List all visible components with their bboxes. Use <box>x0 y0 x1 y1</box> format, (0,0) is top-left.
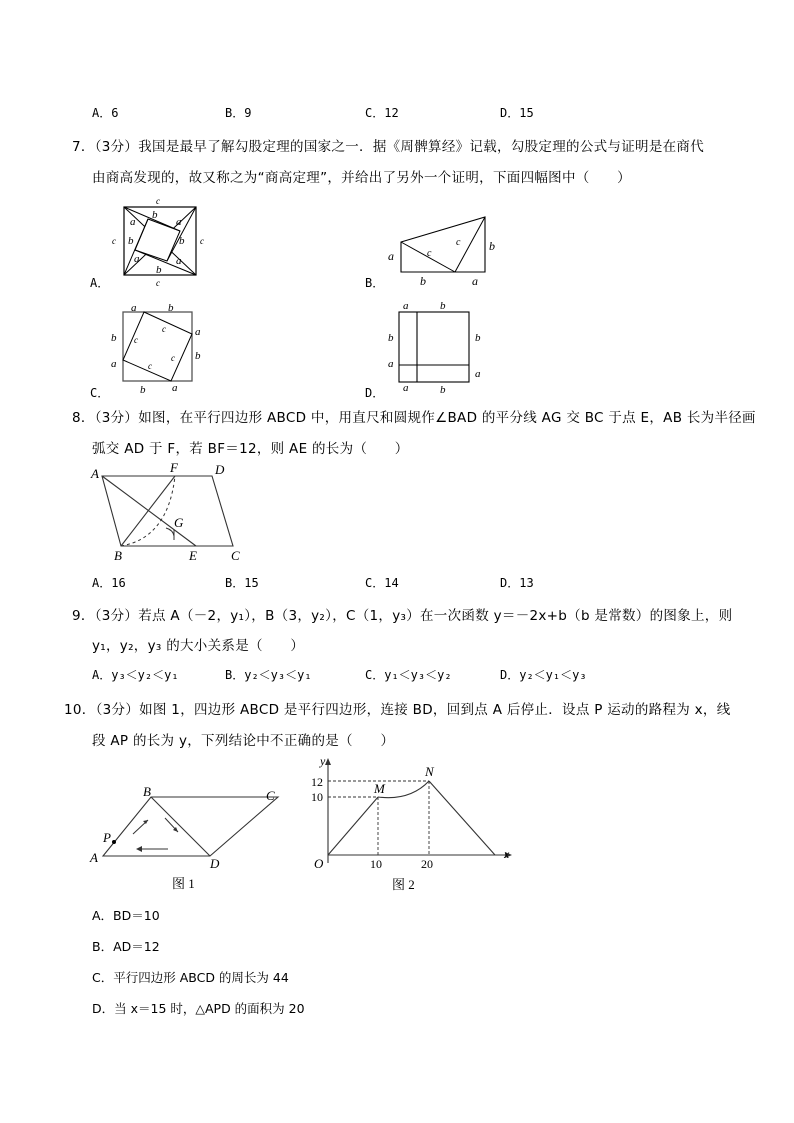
svg-text:G: G <box>174 515 184 530</box>
q9-stem-line2: y₁，y₂，y₃ 的大小关系是（ ） <box>92 638 305 654</box>
svg-text:c: c <box>156 278 160 288</box>
q7-figure-label-b: B． <box>365 276 385 290</box>
svg-text:10: 10 <box>370 857 382 871</box>
svg-text:a: a <box>195 326 201 338</box>
svg-text:c: c <box>171 353 175 363</box>
svg-text:c: c <box>112 236 116 246</box>
q6-option-b: B．9 <box>225 106 252 120</box>
svg-text:D: D <box>215 462 225 477</box>
q6-option-c: C．12 <box>365 106 399 120</box>
svg-text:图 1: 图 1 <box>172 876 195 891</box>
q8-option-d: D．13 <box>500 576 534 590</box>
svg-text:c: c <box>427 248 432 259</box>
q7-stem-line1: 7．（3分）我国是最早了解勾股定理的国家之一．据《周髀算经》记载，勾股定理的公式与证明是在商代 <box>72 139 705 155</box>
svg-text:b: b <box>475 332 481 344</box>
svg-text:c: c <box>148 361 152 371</box>
svg-text:a: a <box>176 216 182 228</box>
q10-figure-1 <box>88 782 298 892</box>
q9-option-c: C．y₁＜y₃＜y₂ <box>365 668 452 682</box>
svg-text:B: B <box>114 548 122 563</box>
svg-text:c: c <box>456 237 461 248</box>
svg-text:b: b <box>156 264 162 276</box>
q10-option-c: C．平行四边形 ABCD 的周长为 44 <box>92 970 289 985</box>
q10-option-b: B．AD＝12 <box>92 939 160 954</box>
q10-option-a: A．BD＝10 <box>92 908 160 923</box>
q6-option-a: A．6 <box>92 106 119 120</box>
svg-text:b: b <box>388 332 394 344</box>
svg-text:a: a <box>172 382 178 394</box>
q7-figure-label-d: D． <box>365 386 385 400</box>
q8-option-a: A．16 <box>92 576 126 590</box>
svg-text:a: a <box>176 255 182 267</box>
svg-text:c: c <box>200 236 204 246</box>
svg-text:b: b <box>440 300 446 312</box>
svg-text:C: C <box>266 788 275 803</box>
svg-text:b: b <box>168 302 174 314</box>
svg-text:A: A <box>91 466 99 481</box>
q7-figure-a <box>108 192 218 288</box>
q10-stem-line1: 10．（3分）如图 1，四边形 ABCD 是平行四边形，连接 BD，回到点 A 后停止．设点 P 运动的路程为 x，线 <box>64 702 731 718</box>
svg-text:x: x <box>504 847 510 861</box>
svg-text:a: a <box>130 216 136 228</box>
svg-text:b: b <box>195 350 201 362</box>
q8-stem-line1: 8．（3分）如图，在平行四边形 ABCD 中，用直尺和圆规作∠BAD 的平分线 AG 交 BC 于点 E，AB 长为半径画 <box>72 410 756 426</box>
svg-text:a: a <box>131 302 137 314</box>
svg-text:b: b <box>440 384 446 396</box>
q10-option-d: D．当 x＝15 时，△APD 的面积为 20 <box>92 1001 305 1016</box>
svg-text:a: a <box>475 368 481 380</box>
svg-text:a: a <box>111 358 117 370</box>
svg-text:10: 10 <box>311 790 323 804</box>
svg-text:N: N <box>425 764 434 779</box>
q9-option-d: D．y₂＜y₁＜y₃ <box>500 668 587 682</box>
q8-stem-line2: 弧交 AD 于 F，若 BF＝12，则 AE 的长为（ ） <box>92 441 409 457</box>
svg-text:a: a <box>403 382 409 394</box>
q7-figure-label-c: C． <box>90 386 110 400</box>
svg-text:a: a <box>388 358 394 370</box>
svg-text:c: c <box>156 196 160 206</box>
q7-figure-c <box>108 297 218 397</box>
svg-text:12: 12 <box>311 775 323 789</box>
svg-text:F: F <box>170 460 178 475</box>
q8-parallelogram-figure <box>88 458 258 566</box>
svg-text:图 2: 图 2 <box>392 877 415 892</box>
svg-text:c: c <box>162 324 166 334</box>
q7-figure-b <box>380 208 510 292</box>
q8-option-b: B．15 <box>225 576 259 590</box>
q7-stem-line2: 由商高发现的，故又称之为“商高定理”，并给出了另外一个证明，下面四幅图中（ ） <box>92 170 631 186</box>
svg-text:c: c <box>134 335 138 345</box>
svg-text:E: E <box>189 548 197 563</box>
svg-text:b: b <box>489 239 495 253</box>
q8-option-c: C．14 <box>365 576 399 590</box>
svg-text:D: D <box>210 856 220 871</box>
svg-text:O: O <box>314 856 324 871</box>
svg-text:y: y <box>320 755 326 768</box>
svg-text:20: 20 <box>421 857 433 871</box>
svg-text:M: M <box>374 781 385 796</box>
q9-option-a: A．y₃＜y₂＜y₁ <box>92 668 179 682</box>
svg-text:b: b <box>111 332 117 344</box>
q6-option-d: D．15 <box>500 106 534 120</box>
svg-text:a: a <box>472 274 478 288</box>
svg-text:a: a <box>388 249 394 263</box>
svg-text:a: a <box>403 300 409 312</box>
q10-figure-2-graph <box>300 755 520 895</box>
svg-text:B: B <box>143 784 151 799</box>
svg-text:b: b <box>420 274 426 288</box>
q7-figure-d <box>380 297 490 397</box>
q10-stem-line2: 段 AP 的长为 y，下列结论中不正确的是（ ） <box>92 733 395 749</box>
q9-stem-line1: 9．（3分）若点 A（－2，y₁），B（3，y₂），C（1，y₃）在一次函数 y＝－2x+b（b 是常数）的图象上，则 <box>72 608 733 624</box>
svg-text:P: P <box>103 830 111 845</box>
svg-text:b: b <box>140 384 146 396</box>
svg-text:b: b <box>128 235 134 247</box>
svg-text:a: a <box>134 253 140 265</box>
svg-text:C: C <box>231 548 240 563</box>
svg-text:b: b <box>152 209 158 221</box>
svg-text:A: A <box>90 850 98 865</box>
svg-text:b: b <box>179 235 185 247</box>
q7-figure-label-a: A． <box>90 276 110 290</box>
q9-option-b: B．y₂＜y₃＜y₁ <box>225 668 312 682</box>
